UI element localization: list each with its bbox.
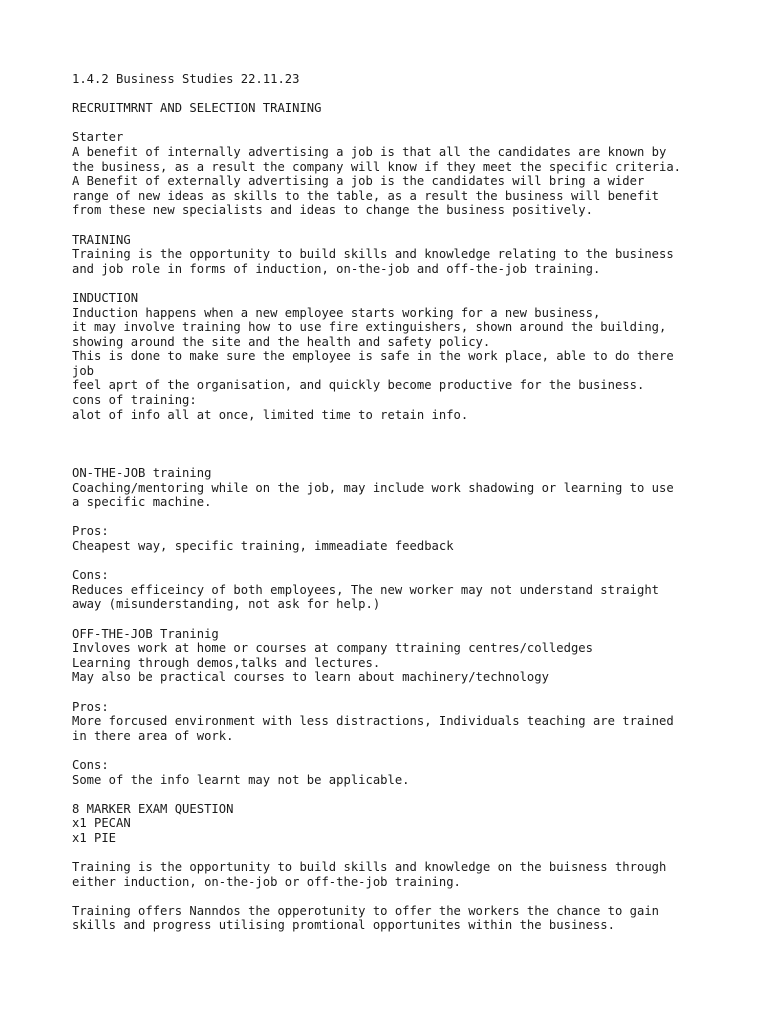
text-line: it may involve training how to use fire extinguishers, shown around the building,	[72, 320, 667, 335]
cons-heading: Cons:	[72, 757, 109, 772]
pros-heading: Pros:	[72, 699, 109, 714]
document-title: RECRUITMRNT AND SELECTION TRAINING	[72, 101, 322, 116]
section-heading: OFF-THE-JOB Traninig	[72, 626, 219, 641]
text-line: job	[72, 363, 95, 378]
text-line: Induction happens when a new employee starts working for a new business,	[72, 305, 601, 320]
text-line: Reduces efficeincy of both employees, The new worker may not understand straight	[72, 582, 659, 597]
section-heading: ON-THE-JOB training	[72, 466, 212, 481]
text-line: in there area of work.	[72, 728, 234, 743]
text-line: Training is the opportunity to build skills and knowledge on the buisness through	[72, 860, 667, 875]
blank-line	[72, 218, 722, 233]
section-heading: 8 MARKER EXAM QUESTION	[72, 801, 234, 816]
text-line: More forcused environment with less distractions, Individuals teaching are trained	[72, 714, 674, 729]
text-line: range of new ideas as skills to the table, as a result the business will benefit	[72, 188, 659, 203]
section-starter	[72, 130, 722, 218]
cons-heading: Cons:	[72, 568, 109, 583]
text-line: Some of the info learnt may not be applicable.	[72, 772, 410, 787]
text-line: either induction, on-the-job or off-the-job training.	[72, 874, 461, 889]
blank-line	[72, 554, 722, 569]
blank-line	[72, 87, 722, 102]
blank-line	[72, 612, 722, 627]
text-line: This is done to make sure the employee is safe in the work place, able to do there	[72, 349, 674, 364]
text-line: skills and progress utilising promtional opportunites within the business.	[72, 918, 615, 933]
text-line: showing around the site and the health and safety policy.	[72, 334, 491, 349]
section-off-the-job	[72, 627, 722, 788]
blank-line	[72, 422, 722, 437]
blank-line	[72, 787, 722, 802]
section-answer	[72, 860, 722, 933]
document-page	[72, 72, 722, 933]
section-induction	[72, 291, 722, 422]
text-line: Coaching/mentoring while on the job, may include work shadowing or learning to use	[72, 480, 674, 495]
text-line: x1 PECAN	[72, 816, 131, 831]
blank-line	[72, 116, 722, 131]
text-line: cons of training:	[72, 393, 197, 408]
blank-line	[72, 743, 722, 758]
section-on-the-job	[72, 466, 722, 612]
blank-line	[72, 437, 722, 452]
text-line: and job role in forms of induction, on-the-job and off-the-job training.	[72, 261, 601, 276]
text-line: Invloves work at home or courses at company ttraining centres/colledges	[72, 641, 593, 656]
section-heading: TRAINING	[72, 232, 131, 247]
pros-heading: Pros:	[72, 524, 109, 539]
text-line: May also be practical courses to learn about machinery/technology	[72, 670, 549, 685]
text-line: away (misunderstanding, not ask for help.)	[72, 597, 381, 612]
blank-line	[72, 889, 722, 904]
section-heading: INDUCTION	[72, 290, 139, 305]
text-line: feel aprt of the organisation, and quickly become productive for the business.	[72, 378, 645, 393]
blank-line	[72, 685, 722, 700]
text-line: x1 PIE	[72, 830, 117, 845]
text-line: Cheapest way, specific training, immeadiate feedback	[72, 539, 454, 553]
section-heading: Starter	[72, 130, 124, 145]
text-line: the business, as a result the company will know if they meet the specific criteria.	[72, 159, 682, 174]
text-line: alot of info all at once, limited time to retain info.	[72, 407, 469, 422]
text-line: a specific machine.	[72, 495, 212, 510]
document-header: 1.4.2 Business Studies 22.11.23	[72, 72, 300, 86]
text-line: Training offers Nanndos the opperotunity to offer the workers the chance to gain	[72, 903, 659, 918]
text-line: Training is the opportunity to build skills and knowledge relating to the business	[72, 247, 674, 262]
blank-line	[72, 510, 722, 525]
section-training	[72, 233, 722, 277]
text-line: A Benefit of externally advertising a job is the candidates will bring a wider	[72, 174, 645, 189]
blank-line	[72, 845, 722, 860]
text-line: A benefit of internally advertising a job is that all the candidates are known by	[72, 144, 667, 159]
blank-line	[72, 451, 722, 466]
section-exam-question	[72, 802, 722, 846]
blank-line	[72, 276, 722, 291]
text-line: Learning through demos,talks and lectures.	[72, 655, 381, 670]
text-line: from these new specialists and ideas to change the business positively.	[72, 203, 593, 218]
